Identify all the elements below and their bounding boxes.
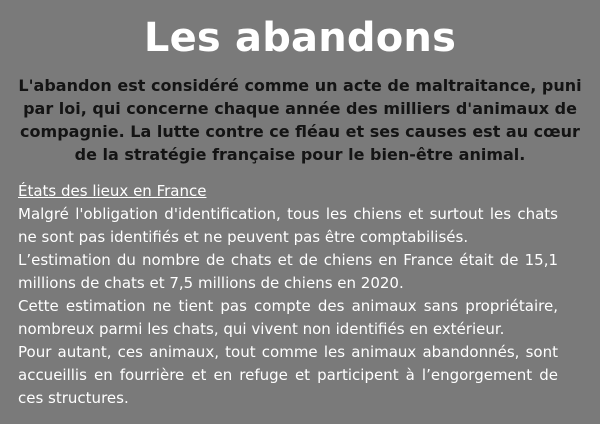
intro-paragraph: L'abandon est considéré comme un acte de maltraitance, puni par loi, qui concerne chaque année des milliers d'animaux de compagnie. La lutte contre ce fléau et ses causes est au cœur de la stratégie française pour le bien-être animal. — [18, 76, 582, 164]
body-paragraph-estimation: L’estimation du nombre de chats et de chiens en France était de 15,1 millions de chats et 7,5 millions de chiens en 2020. — [18, 251, 558, 292]
content-section — [18, 180, 558, 410]
body-paragraph-identification: Malgré l'obligation d'identification, tous les chiens et surtout les chats ne sont pas identifiés et ne peuvent pas être comptabilisés. — [18, 205, 558, 246]
body-paragraph-unowned: Cette estimation ne tient pas compte des animaux sans propriétaire, nombreux parmi les chats, qui vivent non identifiés en extérieur. — [18, 297, 558, 338]
page-title: Les abandons — [143, 15, 457, 61]
section-heading: États des lieux en France — [18, 182, 207, 200]
body-paragraph-shelters: Pour autant, ces animaux, tout comme les animaux abandonnés, sont accueillis en fourrière et en refuge et participent à l’engorgement de ces structures. — [18, 343, 558, 407]
